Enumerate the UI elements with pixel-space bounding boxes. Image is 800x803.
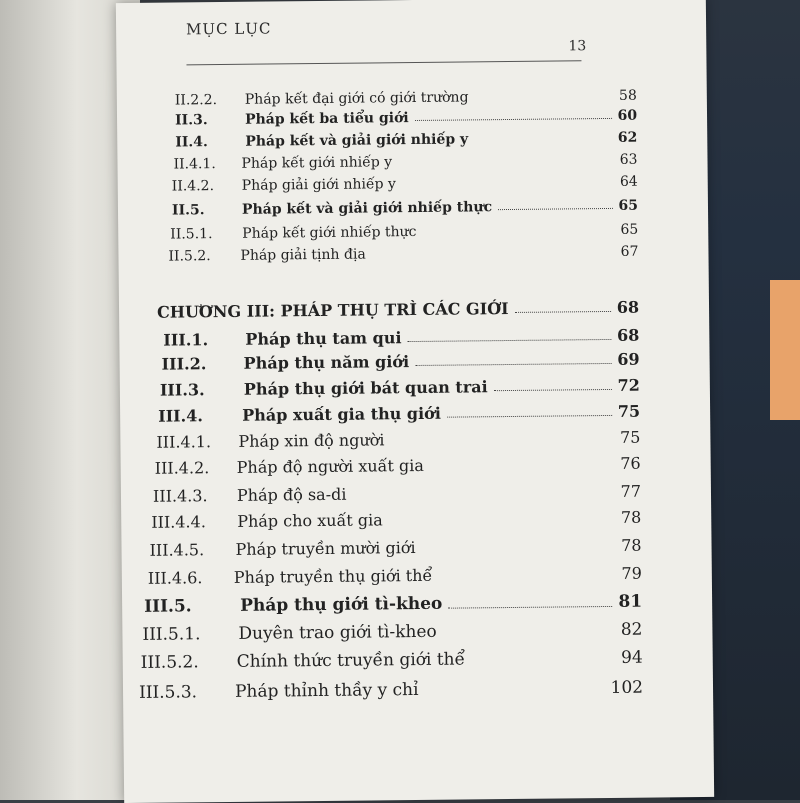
toc-entry-title: Pháp kết giới nhiếp y: [241, 154, 393, 172]
toc-entry-page: 76: [620, 453, 641, 473]
toc-entry-number: II.5.1.: [170, 226, 213, 243]
toc-dot-leader: [471, 663, 615, 665]
toc-entry: [141, 648, 643, 673]
toc-dot-leader: [474, 141, 612, 142]
toc-entry: [175, 88, 637, 109]
toc-dot-leader: [448, 606, 612, 609]
toc-entry-number: III.1.: [163, 330, 209, 350]
toc-entry: [163, 326, 639, 350]
toc-entry: [175, 108, 637, 129]
toc-entry-title: Pháp giải tịnh địa: [240, 246, 366, 264]
toc-entry-page: 81: [618, 591, 643, 612]
toc-dot-leader: [475, 99, 613, 100]
toc-entry-page: 82: [620, 619, 643, 640]
toc-entry-title: Pháp thụ tam qui: [245, 328, 402, 349]
toc-entry-title: Pháp thỉnh thầy y chỉ: [234, 679, 419, 702]
toc-entry-number: III.5.: [144, 596, 192, 617]
toc-entry-title: Pháp cho xuất gia: [237, 510, 383, 531]
toc-entry-title: Pháp kết đại giới có giới trường: [244, 89, 469, 108]
toc-entry-number: III.4.2.: [154, 458, 210, 478]
header-rule: [186, 60, 581, 65]
toc-dot-leader: [422, 550, 616, 552]
toc-entry: [162, 350, 640, 374]
toc-dot-leader: [430, 468, 614, 470]
toc-entry-number: II.4.2.: [171, 178, 215, 195]
toc-entry-page: 65: [618, 197, 639, 214]
toc-entry-number: III.4.1.: [156, 432, 212, 452]
toc-dot-leader: [425, 693, 605, 695]
toc-entry-page: 78: [621, 535, 642, 555]
toc-entry-page: 94: [620, 647, 643, 668]
toc-dot-leader: [515, 311, 611, 313]
toc-entry: [172, 198, 638, 219]
toc-entry: [175, 130, 637, 151]
toc-entry-title: Pháp kết giới nhiếp thực: [242, 223, 417, 242]
toc-entry-number: III.2.: [161, 354, 207, 374]
toc-entry-title: Pháp độ sa-di: [236, 484, 347, 505]
toc-entry-number: II.5.: [171, 202, 205, 219]
toc-entry-title: Pháp thụ giới bát quan trai: [243, 377, 488, 399]
toc-dot-leader: [389, 522, 615, 524]
toc-dot-leader: [352, 496, 614, 499]
toc-entry-title: Pháp thụ giới tì-kheo: [240, 593, 443, 616]
toc-entry-number: III.4.4.: [151, 512, 206, 532]
toc-entry: [144, 592, 642, 617]
toc-entry-number: II.2.2.: [174, 92, 218, 109]
toc-entry-number: II.5.2.: [168, 248, 211, 265]
toc-entry-number: III.4.5.: [149, 540, 205, 560]
toc-dot-leader: [422, 233, 614, 235]
toc-dot-leader: [498, 208, 612, 210]
toc-entry-number: III.5.1.: [142, 624, 201, 645]
toc-dot-leader: [494, 389, 612, 391]
toc-entry-title: Pháp độ người xuất gia: [236, 455, 424, 477]
toc-entry-number: II.3.: [174, 112, 208, 129]
toc-entry: [139, 678, 643, 703]
toc-dot-leader: [390, 442, 614, 444]
toc-entry-number: III.5.3.: [138, 682, 198, 703]
toc-entry-title: Pháp xuất gia thụ giới: [242, 403, 441, 425]
toc-dot-leader: [398, 163, 614, 165]
toc-entry-number: II.4.1.: [173, 156, 216, 173]
toc-entry-title: Pháp giải giới nhiếp y: [241, 176, 396, 194]
toc-entry-page: 75: [617, 401, 641, 421]
toc-entry-page: 65: [620, 221, 639, 238]
toc-dot-leader: [408, 339, 612, 342]
toc-entry-page: 75: [619, 427, 641, 447]
toc-entry-title: Pháp kết và giải giới nhiếp y: [245, 131, 469, 150]
toc-dot-leader: [372, 255, 615, 258]
toc-entry: [160, 376, 640, 400]
toc-entry-number: II.4.: [175, 134, 208, 151]
toc-entry-page: 69: [617, 349, 640, 369]
book-page: [116, 0, 714, 803]
toc-entry-number: III.4.3.: [152, 486, 208, 506]
toc-entry: [157, 298, 639, 322]
toc-dot-leader: [447, 415, 612, 418]
toc-entry-title: Pháp kết và giải giới nhiếp thực: [241, 199, 493, 218]
toc-entry-page: 67: [620, 243, 639, 260]
toc-entry-title: Pháp thụ năm giới: [243, 352, 410, 373]
toc-entry: [172, 174, 638, 195]
toc-entry-number: III.4.6.: [147, 568, 203, 588]
toc-entry: [153, 482, 641, 506]
toc-entry: [158, 402, 640, 426]
toc-entry-page: 102: [610, 677, 644, 698]
toc-entry-title: Pháp kết ba tiểu giới: [244, 110, 409, 128]
toc-entry: [149, 536, 641, 560]
toc-dot-leader: [402, 185, 614, 187]
toc-entry-title: Duyên trao giới tì-kheo: [238, 621, 437, 644]
toc-dot-leader: [438, 578, 615, 580]
toc-entry: [170, 222, 638, 243]
toc-entry-page: 79: [621, 563, 642, 583]
toc-dot-leader: [443, 635, 615, 637]
toc-entry-title: Chính thức truyền giới thể: [236, 649, 466, 672]
table-of-contents: [138, 87, 644, 703]
toc-dot-leader: [415, 363, 611, 366]
toc-entry: [142, 620, 642, 645]
toc-entry: [156, 428, 640, 452]
toc-entry-number: III.3.: [159, 380, 205, 400]
toc-entry-title: Pháp xin độ người: [238, 430, 385, 451]
toc-entry: [173, 152, 637, 173]
toc-entry-page: 58: [618, 87, 637, 104]
toc-entry-page: 68: [616, 325, 640, 345]
toc-entry: [148, 564, 642, 588]
toc-entry-page: 60: [617, 107, 638, 124]
toc-entry: [155, 454, 641, 478]
toc-entry: [151, 508, 641, 532]
toc-entry-page: 63: [619, 151, 638, 168]
toc-entry-page: 78: [620, 507, 642, 527]
toc-entry-page: 62: [617, 129, 638, 146]
toc-entry-page: 68: [616, 297, 640, 317]
toc-entry-page: 72: [617, 375, 640, 395]
toc-entry: [168, 244, 638, 265]
toc-entry-number: III.5.2.: [140, 652, 199, 673]
toc-entry-title: Pháp truyền mười giới: [235, 538, 416, 559]
toc-entry-page: 77: [620, 481, 642, 501]
toc-entry-page: 64: [619, 173, 638, 190]
toc-dot-leader: [415, 118, 612, 121]
background-orange-accent: [770, 280, 800, 420]
page-number: 13: [568, 38, 587, 55]
toc-entry-number: III.4.: [158, 406, 203, 426]
toc-entry-title: CHƯƠNG III: PHÁP THỤ TRÌ CÁC GIỚI: [156, 299, 509, 322]
running-header-title: MỤC LỤC: [186, 19, 272, 39]
toc-entry-title: Pháp truyền thụ giới thể: [233, 565, 433, 587]
